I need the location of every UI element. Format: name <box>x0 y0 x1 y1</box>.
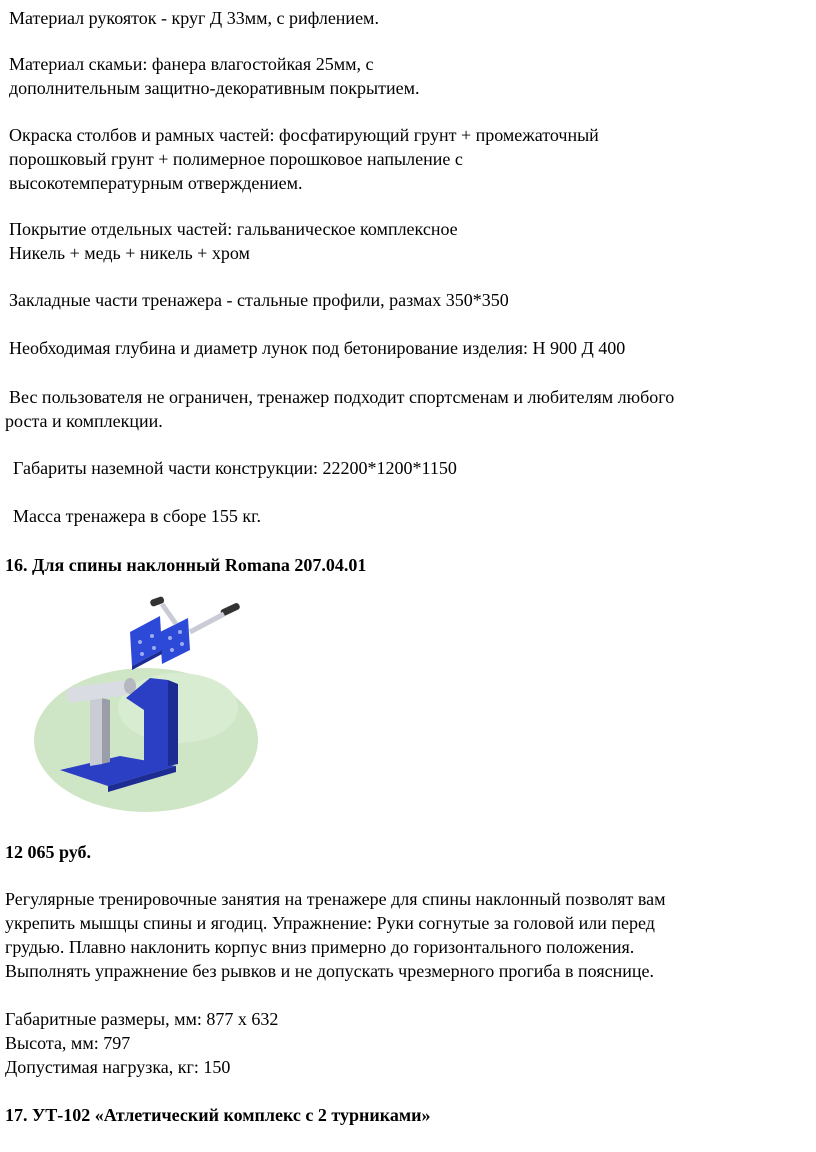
spec-bench-line2: дополнительным защитно-декоративным покрытием. <box>9 78 420 98</box>
support-post <box>90 698 102 766</box>
item16-heading: 16. Для спины наклонный Romana 207.04.01 <box>5 555 367 575</box>
spec-coating-line1: Покрытие отдельных частей: гальваническое комплексное <box>9 219 458 239</box>
item16-desc-line3: грудью. Плавно наклонить корпус вниз примерно до горизонтального положения. <box>5 937 635 957</box>
spec-paint-line2: порошковый грунт + полимерное порошковое напыление с <box>9 149 463 169</box>
item16-price: 12 065 руб. <box>5 842 92 862</box>
chest-pad-left <box>130 616 162 666</box>
spec-paint-line1: Окраска столбов и рамных частей: фосфатирующий грунт + промежаточный <box>9 125 599 145</box>
spec-coating-line2: Никель + медь + никель + хром <box>9 243 250 263</box>
item16-height: Высота, мм: 797 <box>5 1033 131 1053</box>
item16-desc-line2: укрепить мышцы спины и ягодиц. Упражнение: Руки согнутые за головой или перед <box>5 913 655 933</box>
spec-bench-line1: Материал скамьи: фанера влагостойкая 25мм, с <box>9 54 374 74</box>
spec-handles: Материал рукояток - круг Д 33мм, с рифлением. <box>9 8 379 28</box>
spec-mass: Масса тренажера в сборе 155 кг. <box>13 506 262 526</box>
item16-desc-line4: Выполнять упражнение без рывков и не допускать чрезмерного прогиба в пояснице. <box>5 961 654 981</box>
spec-weight-line1: Вес пользователя не ограничен, тренажер подходит спортсменам и любителям любого <box>9 387 675 407</box>
item16-load: Допустимая нагрузка, кг: 150 <box>5 1057 231 1077</box>
back-trainer-image <box>28 588 268 828</box>
item16-desc-line1: Регулярные тренировочные занятия на тренажере для спины наклонный позволят вам <box>5 889 666 909</box>
spec-dimensions: Габариты наземной части конструкции: 22200*1200*1150 <box>13 458 457 478</box>
spec-embedded: Закладные части тренажера - стальные профили, размах 350*350 <box>9 290 509 310</box>
spec-depth: Необходимая глубина и диаметр лунок под бетонирование изделия: Н 900 Д 400 <box>9 338 626 358</box>
chest-pad-right <box>160 618 190 664</box>
spec-paint-line3: высокотемпературным отверждением. <box>9 173 303 193</box>
item17-heading: 17. УТ-102 «Атлетический комплекс с 2 турниками» <box>5 1105 431 1125</box>
item16-size: Габаритные размеры, мм: 877 х 632 <box>5 1009 279 1029</box>
spec-weight-line2: роста и комплекции. <box>5 411 163 431</box>
